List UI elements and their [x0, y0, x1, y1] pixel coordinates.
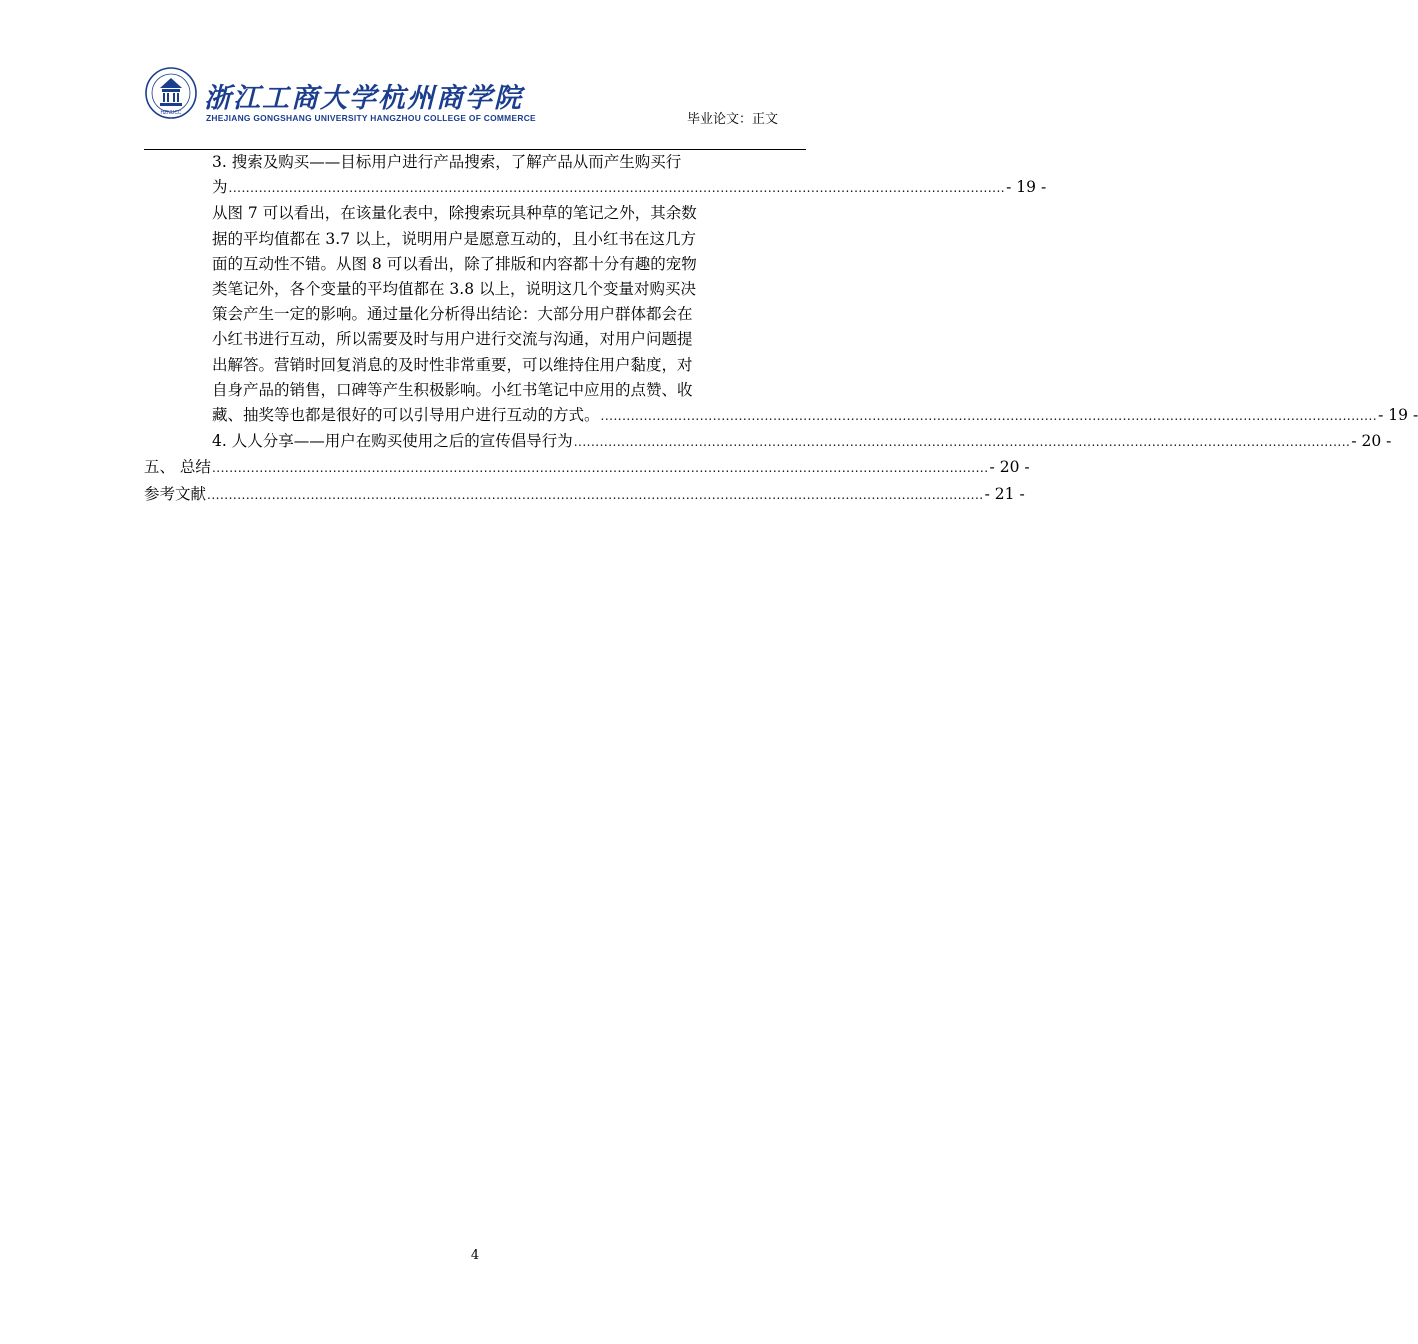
toc-entry-paragraph[interactable]: 从图 7 可以看出，在该量化表中，除搜索玩具种草的笔记之外，其余数 据的平均值都在 3.7 以上，说明用户是愿意互动的，且小红书在这几方 面的互动性不错。从图 8 可以看出，除了排版和内容都十分有趣的宠物 类笔记外，各个变量的平均值都在 3.8 以上，说明这几个变量对购买决 策会产生一定的影响。通过量化分析得出结论：大部分用户群体都会在 小红书进行互动，所以需要及时与用户进行交流与沟通，对用户问题提 出解答。营销时回复消息的及时性非常重要，可以维持住用户黏度，对 自身产品的销售，口碑等产生积极影响。小红书笔记中应用的点赞、收 藏、抽奖等也都是很好的可以引导用户进行互动的方式。 .................................................................................................................................................................................... - 19 -: [144, 201, 806, 429]
toc-paragraph-line: 面的互动性不错。从图 8 可以看出，除了排版和内容都十分有趣的宠物: [212, 254, 697, 273]
seal-text: HZNUCC: [160, 110, 182, 116]
toc-paragraph-line: 小红书进行互动，所以需要及时与用户进行交流与沟通，对用户问题提: [212, 330, 693, 349]
toc-paragraph-line: 类笔记外，各个变量的平均值都在 3.8 以上，说明这几个变量对购买决: [212, 280, 697, 299]
toc-paragraph-line: 出解答。营销时回复消息的及时性非常重要，可以维持住用户黏度，对: [212, 355, 693, 374]
toc-entry-text: 为: [212, 178, 228, 197]
toc-page-number: - 20 -: [989, 458, 1030, 477]
toc-entry-text: 4. 人人分享——用户在购买使用之后的宣传倡导行为: [212, 432, 573, 451]
toc-entry-text: 五、 总结: [144, 458, 211, 477]
toc-paragraph-line: 从图 7 可以看出，在该量化表中，除搜索玩具种草的笔记之外，其余数: [212, 204, 697, 223]
header-section-label: 毕业论文：正文: [686, 112, 778, 127]
toc-entry-summary[interactable]: 五、 总结 .................................................................................................................................................................................... - 20 -: [144, 455, 806, 481]
university-seal-icon: [144, 66, 198, 124]
toc-page-number: - 19 -: [1378, 406, 1418, 425]
university-name-en: ZHEJIANG GONGSHANG UNIVERSITY HANGZHOU COLLEGE OF COMMERCE: [206, 113, 536, 123]
toc-paragraph-line: 策会产生一定的影响。通过量化分析得出结论：大部分用户群体都会在: [212, 305, 693, 324]
toc-page-number: - 19 -: [1006, 178, 1047, 197]
toc-page-number: - 20 -: [1351, 432, 1392, 451]
toc-entry-text: 3. 搜索及购买——目标用户进行产品搜索，了解产品从而产生购买行: [212, 153, 682, 171]
toc-page-number: - 21 -: [984, 484, 1025, 503]
toc-entry-sharing[interactable]: 4. 人人分享——用户在购买使用之后的宣传倡导行为 .................................................................................................................................................................................... - 20 -: [144, 429, 806, 455]
page-number: 4: [470, 1248, 480, 1263]
toc-paragraph-line: 自身产品的销售，口碑等产生积极影响。小红书笔记中应用的点赞、收: [212, 380, 693, 399]
toc-entry-text: 参考文献: [144, 484, 207, 503]
toc-entry-search-purchase[interactable]: 3. 搜索及购买——目标用户进行产品搜索，了解产品从而产生购买行 为 .................................................................................................................................................................................... - 19 -: [144, 150, 806, 201]
toc-paragraph-line: 据的平均值都在 3.7 以上，说明用户是愿意互动的，且小红书在这几方: [212, 229, 697, 248]
table-of-contents: [144, 150, 1418, 508]
page-header: [144, 66, 806, 150]
toc-paragraph-line: 藏、抽奖等也都是很好的可以引导用户进行互动的方式。: [212, 406, 600, 425]
university-name-cn: 浙江工商大学杭州商学院: [204, 83, 523, 114]
toc-entry-references[interactable]: 参考文献 .................................................................................................................................................................................... - 21 -: [144, 482, 806, 508]
